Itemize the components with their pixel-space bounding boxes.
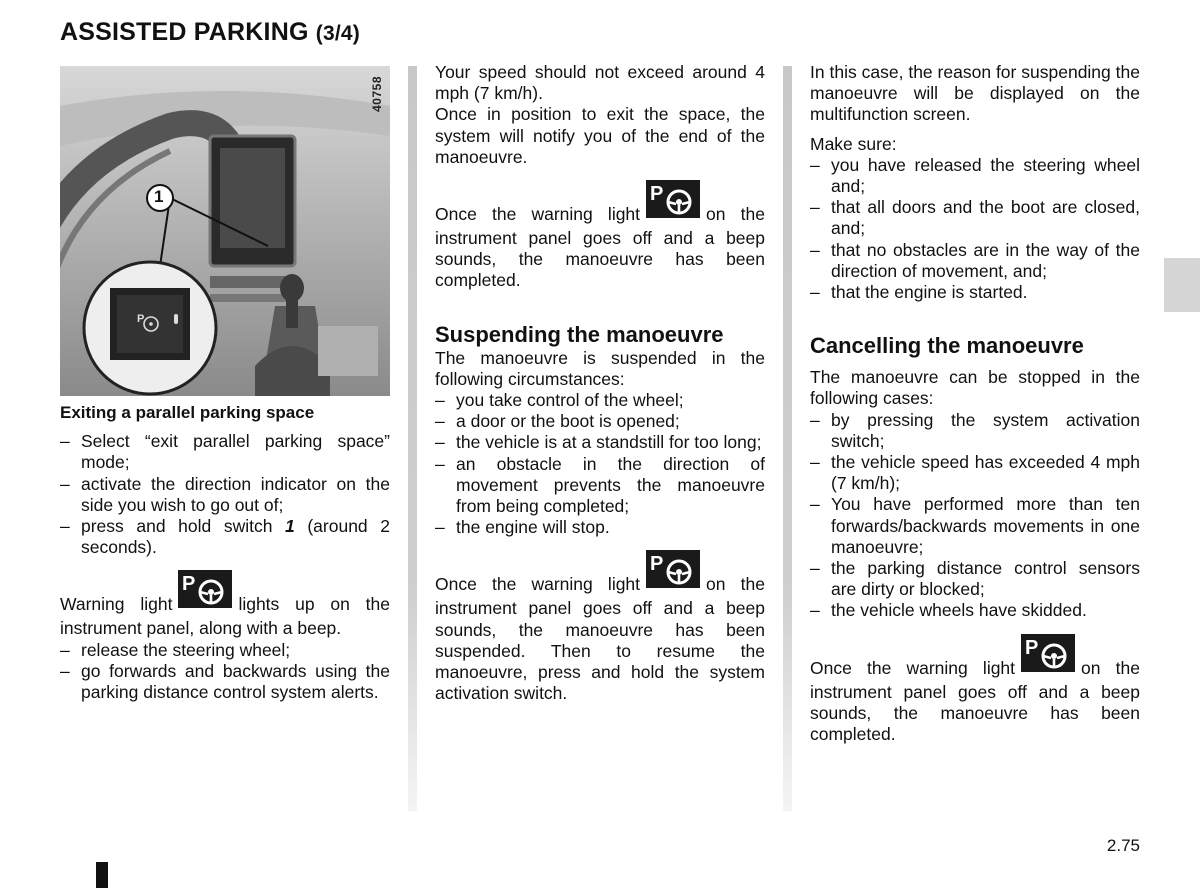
list-item bbox=[60, 516, 390, 558]
parking-steering-warning-icon bbox=[178, 570, 232, 608]
chapter-tab bbox=[1164, 258, 1200, 312]
dashboard-illustration bbox=[60, 66, 390, 396]
warning-steps-list bbox=[60, 640, 390, 704]
completion-paragraph bbox=[435, 183, 765, 292]
parking-steering-warning-icon bbox=[1021, 634, 1075, 672]
svg-text:P: P bbox=[650, 183, 664, 206]
inset-parking-icon bbox=[136, 310, 162, 334]
paragraph-text: lights up on the instrument panel, along with a beep. bbox=[60, 594, 390, 639]
list-item: – the parking distance control sensors are dirty or blocked; bbox=[810, 558, 1140, 600]
warning-light-paragraph bbox=[60, 573, 390, 639]
suspending-intro: The manoeuvre is suspended in the following circumstances: bbox=[435, 347, 765, 389]
column-divider-left bbox=[408, 66, 417, 811]
callout-label: 1 bbox=[154, 187, 164, 206]
position-paragraph: Once in position to exit the space, the system will notify you of the end of the manoeuvre. bbox=[435, 104, 765, 167]
column-divider-right bbox=[783, 66, 792, 811]
list-item: – the vehicle wheels have skidded. bbox=[810, 600, 1140, 621]
paragraph-text: on the instrument panel goes off and a beep sounds, the manoeuvre has been completed. bbox=[810, 657, 1140, 745]
list-item: – go forwards and backwards using the parking distance control system alerts. bbox=[60, 661, 390, 703]
figure-caption: Exiting a parallel parking space bbox=[60, 403, 315, 422]
column-1 bbox=[60, 402, 390, 703]
parking-steering-warning-icon bbox=[646, 180, 700, 218]
list-item: – you take control of the wheel; bbox=[435, 390, 765, 411]
cancelling-list bbox=[810, 410, 1140, 622]
list-item: – the vehicle speed has exceeded 4 mph (7 km/h); bbox=[810, 452, 1140, 494]
list-item: – the engine will stop. bbox=[435, 517, 765, 538]
cancelling-heading: Cancelling the manoeuvre bbox=[810, 333, 1084, 359]
list-item: – that all doors and the boot are closed, and; bbox=[810, 197, 1140, 239]
parking-steering-warning-icon bbox=[646, 550, 700, 588]
page-title bbox=[60, 18, 360, 47]
svg-text:P: P bbox=[182, 573, 196, 596]
dashboard-drawing bbox=[60, 66, 390, 396]
switch-reference: 1 bbox=[285, 516, 295, 537]
reason-paragraph: In this case, the reason for suspending the manoeuvre will be displayed on the multifunction screen. bbox=[810, 62, 1140, 125]
paragraph-text: Once the warning light bbox=[435, 574, 641, 595]
column-3 bbox=[810, 62, 1140, 745]
list-item: – that no obstacles are in the way of the direction of movement, and; bbox=[810, 240, 1140, 282]
list-item: – you have released the steering wheel and; bbox=[810, 155, 1140, 197]
list-item: – Select “exit parallel parking space” mode; bbox=[60, 431, 390, 473]
make-sure-label: Make sure: bbox=[810, 133, 897, 154]
list-item: – that the engine is started. bbox=[810, 282, 1140, 303]
page-number: 2.75 bbox=[1106, 836, 1140, 855]
list-item: – a door or the boot is opened; bbox=[435, 411, 765, 432]
list-item-text: (around 2 seconds). bbox=[81, 516, 390, 558]
list-item: – release the steering wheel; bbox=[60, 640, 390, 661]
exit-steps-list bbox=[60, 431, 390, 558]
paragraph-text: Once the warning light bbox=[435, 204, 641, 225]
paragraph-text: Warning light bbox=[60, 594, 173, 615]
cancel-completion-paragraph bbox=[810, 636, 1140, 746]
paragraph-text: on the instrument panel goes off and a beep sounds, the manoeuvre has been suspended. Then to resume the manoeuvre, press and hold the system activation switch. bbox=[435, 574, 765, 704]
svg-text:P: P bbox=[137, 313, 145, 325]
svg-text:P: P bbox=[1025, 636, 1039, 659]
speed-paragraph: Your speed should not exceed around 4 mph (7 km/h). bbox=[435, 62, 765, 104]
svg-text:P: P bbox=[650, 553, 664, 576]
list-item-text: press and hold switch bbox=[81, 516, 286, 537]
cancelling-intro: The manoeuvre can be stopped in the following cases: bbox=[810, 367, 1140, 409]
title-suffix: (3/4) bbox=[315, 22, 360, 45]
list-item: – an obstacle in the direction of movement prevents the manoeuvre from being completed; bbox=[435, 454, 765, 518]
list-item: – You have performed more than ten forwards/backwards movements in one manoeuvre; bbox=[810, 494, 1140, 558]
suspending-heading: Suspending the manoeuvre bbox=[435, 321, 724, 347]
title-main: ASSISTED PARKING bbox=[60, 18, 309, 46]
column-2 bbox=[435, 62, 765, 704]
list-item: – activate the direction indicator on the side you wish to go out of; bbox=[60, 474, 390, 516]
list-item: – by pressing the system activation switch; bbox=[810, 410, 1140, 452]
suspending-list bbox=[435, 390, 765, 538]
crop-mark bbox=[96, 862, 108, 888]
figure-number: 40758 bbox=[370, 76, 384, 112]
suspended-paragraph bbox=[435, 553, 765, 704]
list-item: – the vehicle is at a standstill for too long; bbox=[435, 432, 765, 453]
paragraph-text: Once the warning light bbox=[810, 657, 1016, 678]
paragraph-text: on the instrument panel goes off and a beep sounds, the manoeuvre has been completed. bbox=[435, 204, 765, 291]
make-sure-list bbox=[810, 155, 1140, 303]
